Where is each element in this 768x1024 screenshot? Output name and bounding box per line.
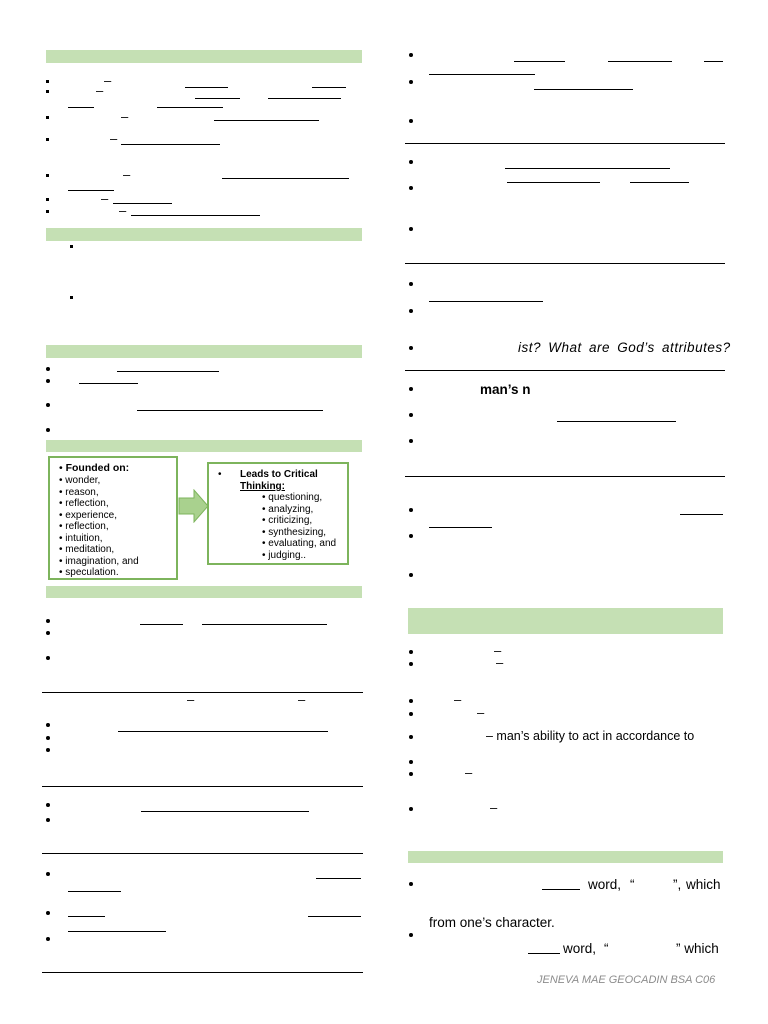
right-arrow-icon — [178, 489, 209, 523]
list-item: • analyzing, — [262, 503, 314, 515]
quote-open: “ — [630, 877, 635, 892]
list-item: • judging.. — [262, 549, 307, 561]
quote-close: ”, — [673, 877, 682, 892]
list-item: • imagination, and — [59, 555, 139, 567]
character-text: from one’s character. — [429, 915, 555, 930]
section-header-band — [46, 586, 362, 598]
list-item: • meditation, — [59, 544, 115, 555]
question-text: ist? What are God’s attributes? — [518, 340, 731, 355]
section-divider — [42, 692, 363, 693]
critical-thinking-heading-line2: Thinking: — [240, 480, 285, 492]
critical-thinking-box: • Leads to Critical Thinking: • questioning, • analyzing, • criticizing, • synthesizing, • evaluating, and • judging.. — [207, 462, 349, 565]
list-item: • wonder, — [59, 475, 101, 486]
section-divider — [405, 143, 725, 144]
freedom-definition: – man’s ability to act in accordance to — [486, 729, 695, 743]
section-header-band — [46, 228, 362, 241]
section-header-band — [46, 50, 362, 63]
list-item: • synthesizing, — [262, 526, 327, 538]
section-divider — [42, 853, 363, 854]
list-item: • reflection, — [59, 521, 109, 532]
section-divider — [405, 263, 725, 264]
founded-on-box: • Founded on: • wonder, • reason, • reflection, • experience, • reflection, • intuition, • meditation, • imagination, and • speculation. — [48, 456, 178, 580]
list-item: • reflection, — [59, 498, 109, 509]
mans-nature-text: man’s n — [480, 382, 531, 397]
section-header-band — [408, 851, 723, 863]
word-label: word, — [588, 877, 622, 892]
list-item: • experience, — [59, 509, 117, 521]
list-item: • speculation. — [59, 567, 119, 578]
list-item: • questioning, — [262, 492, 323, 503]
section-divider — [405, 476, 725, 477]
list-item: • criticizing, — [262, 515, 313, 526]
section-header-band — [408, 608, 723, 634]
quote-open: “ — [604, 941, 609, 956]
section-divider — [42, 786, 363, 787]
section-divider — [405, 370, 725, 371]
word-label: word, — [563, 941, 597, 956]
which-label: which — [686, 877, 721, 892]
list-item: • evaluating, and — [262, 538, 337, 549]
list-item: • intuition, — [59, 532, 103, 544]
section-header-band — [46, 345, 362, 358]
list-item: • reason, — [59, 486, 99, 498]
section-divider — [42, 972, 363, 973]
critical-thinking-heading-line1: Leads to Critical — [240, 469, 318, 480]
footer-author: JENEVA MAE GEOCADIN BSA C06 — [537, 974, 716, 986]
founded-on-heading: Founded on: — [65, 462, 130, 474]
quote-close: ” which — [676, 941, 719, 956]
section-header-band — [46, 440, 362, 452]
